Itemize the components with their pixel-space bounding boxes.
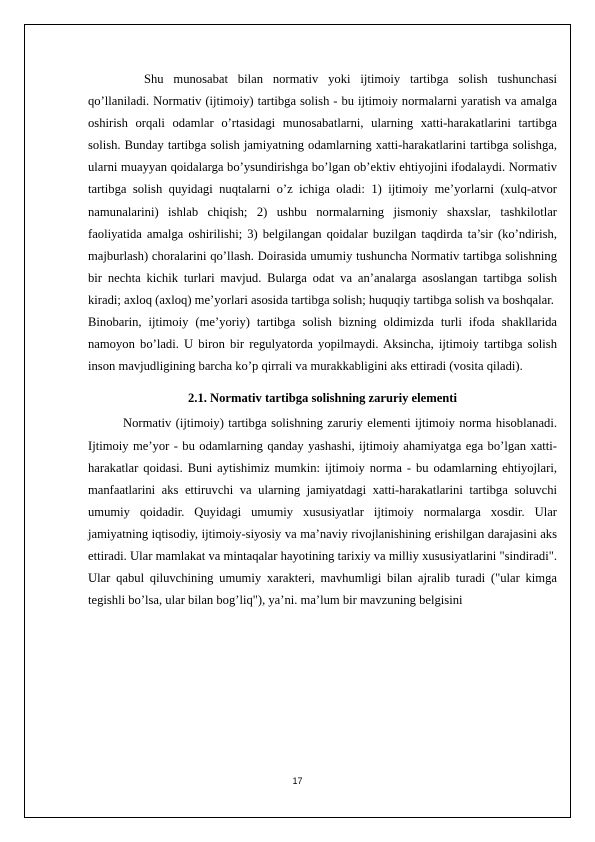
section-heading: 2.1. Normativ tartibga solishning zaruriy elementi (188, 391, 457, 406)
paragraph-social-regulation-forms: Binobarin, ijtimoiy (me’yoriy) tartibga solish bizning oldimizda turli ifoda shakllarida namoyon bo’ladi. U biron bir regulyatorda yopilmaydi. Aksincha, ijtimoiy tartibga solish inson mavjudligining barcha ko’p qirrali va murakkabligini aks ettiradi (vosita qiladi). (88, 315, 557, 374)
document-body (88, 68, 557, 611)
page-number: 17 (292, 776, 303, 786)
paragraph-normative-regulation: Shu munosabat bilan normativ yoki ijtimoiy tartibga solish tushunchasi qo’llaniladi. Normativ (ijtimoiy) tartibga solish - bu ijtimoiy normalarni yaratish va amalga oshirish orqali odamlar o’rtasidagi munosabatlarni, ularning xatti-harakatlarini tartibga solish. Bunday tartibga solish jamiyatning odamlarning xatti-harakatlarini tartibga solishga, ularni muayyan qoidalarga bo’ysundirishga bo’lgan ob’ektiv ehtiyojini ifodalaydi. Normativ tartibga solish quyidagi nuqtalarni o’z ichiga oladi: 1) ijtimoiy me’yorlarni (xulq-atvor namunalarini) ishlab chiqish; 2) ushbu normalarning jismoniy shaxslar, tashkilotlar faoliyatida amalga oshirilishi; 3) belgilangan qoidalar buzilgan taqdirda ta’sir (ko’ndirish, majburlash) choralarini qo’llash. Doirasida umumiy tushuncha Normativ tartibga solishning bir nechta kichik turlari mavjud. Bularga odat va an’analarga asoslangan tartibga solish kiradi; axloq (axloq) me’yorlari asosida tartibga solish; huquqiy tartibga solish va boshqalar. (88, 72, 557, 307)
paragraph-social-norm: Normativ (ijtimoiy) tartibga solishning zaruriy elementi ijtimoiy norma hisoblanadi. Ijtimoiy me’yor - bu odamlarning qanday yashashi, ijtimoiy ahamiyatga ega bo’lgan xatti-harakatlar qoidasi. Buni aytishimiz mumkin: ijtimoiy norma - bu odamlarning ehtiyojlari, manfaatlarini aks ettiruvchi va ularning jamiyatdagi xatti-harakatlarini tartibga soluvchi umumiy qoidadir. Quyidagi umumiy xususiyatlar ijtimoiy normalarga xosdir. Ular jamiyatning iqtisodiy, ijtimoiy-siyosiy va ma’naviy rivojlanishining erishilgan darajasini aks ettiradi. Ular mamlakat va mintaqalar hayotining tarixiy va milliy xususiyatlarini "sindiradi". Ular qabul qiluvchining umumiy xarakteri, mavhumligi bilan ajralib turadi ("ular kimga tegishli bo’lsa, ular bilan bog’liq"), ya’ni. ma’lum bir mavzuning belgisini (88, 416, 557, 608)
